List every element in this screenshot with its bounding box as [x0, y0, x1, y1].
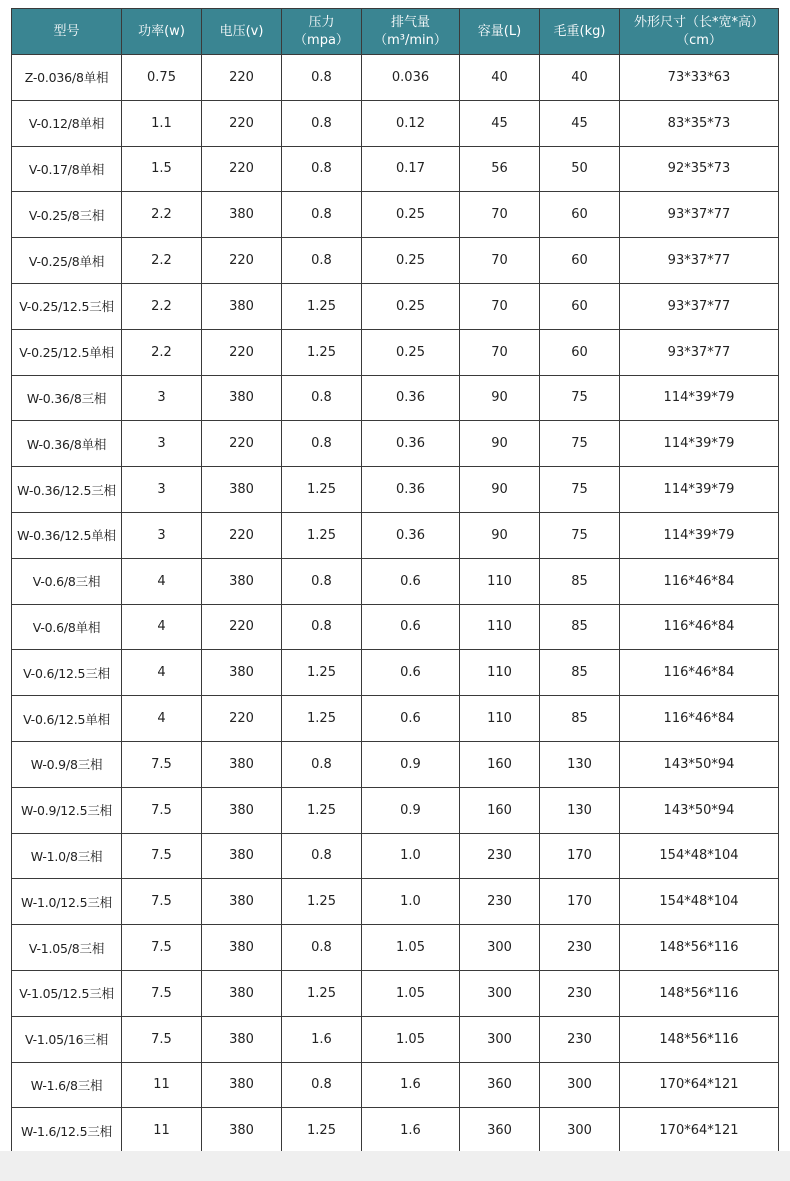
cell-displacement: 0.17: [362, 146, 460, 192]
cell-gross-weight: 60: [540, 238, 620, 284]
cell-dimensions: 93*37*77: [620, 283, 779, 329]
header-power: [122, 9, 202, 55]
cell-voltage: 220: [202, 512, 282, 558]
table-row: [12, 650, 779, 696]
table-header: [12, 9, 779, 55]
header-label: 排气量: [390, 14, 430, 30]
cell-pressure: 0.8: [282, 558, 362, 604]
cell-gross-weight: 230: [540, 970, 620, 1016]
header-unit: （cm）: [676, 32, 722, 48]
header-label: 容量(L): [477, 23, 522, 39]
cell-capacity: 110: [460, 604, 540, 650]
cell-power: 7.5: [122, 787, 202, 833]
cell-displacement: 0.6: [362, 650, 460, 696]
bottom-band: [0, 1151, 790, 1181]
cell-pressure: 0.8: [282, 604, 362, 650]
cell-gross-weight: 75: [540, 375, 620, 421]
cell-capacity: 45: [460, 100, 540, 146]
cell-power: 7.5: [122, 833, 202, 879]
cell-displacement: 0.9: [362, 787, 460, 833]
cell-gross-weight: 85: [540, 650, 620, 696]
table-row: [12, 1062, 779, 1108]
cell-capacity: 70: [460, 329, 540, 375]
cell-pressure: 1.25: [282, 329, 362, 375]
cell-gross-weight: 85: [540, 558, 620, 604]
cell-capacity: 110: [460, 696, 540, 742]
cell-power: 0.75: [122, 55, 202, 101]
cell-displacement: 1.6: [362, 1108, 460, 1154]
cell-pressure: 1.25: [282, 879, 362, 925]
cell-capacity: 90: [460, 512, 540, 558]
cell-power: 3: [122, 421, 202, 467]
table-row: [12, 283, 779, 329]
table-body: [12, 55, 779, 1154]
cell-power: 7.5: [122, 1016, 202, 1062]
cell-pressure: 0.8: [282, 741, 362, 787]
cell-dimensions: 116*46*84: [620, 604, 779, 650]
cell-voltage: 220: [202, 329, 282, 375]
cell-power: 7.5: [122, 741, 202, 787]
cell-model: V-1.05/8三相: [12, 925, 122, 971]
cell-capacity: 300: [460, 1016, 540, 1062]
cell-model: V-0.25/8三相: [12, 192, 122, 238]
cell-power: 1.1: [122, 100, 202, 146]
cell-pressure: 0.8: [282, 146, 362, 192]
table-row: [12, 925, 779, 971]
cell-model: W-0.36/12.5三相: [12, 467, 122, 513]
cell-power: 2.2: [122, 192, 202, 238]
cell-gross-weight: 60: [540, 192, 620, 238]
table-row: [12, 604, 779, 650]
cell-power: 4: [122, 696, 202, 742]
cell-voltage: 380: [202, 833, 282, 879]
header-model: [12, 9, 122, 55]
cell-dimensions: 148*56*116: [620, 925, 779, 971]
cell-power: 1.5: [122, 146, 202, 192]
cell-voltage: 220: [202, 146, 282, 192]
cell-pressure: 0.8: [282, 833, 362, 879]
cell-displacement: 1.0: [362, 879, 460, 925]
cell-capacity: 56: [460, 146, 540, 192]
header-label: 型号: [53, 23, 80, 39]
cell-dimensions: 92*35*73: [620, 146, 779, 192]
cell-model: V-0.25/12.5单相: [12, 329, 122, 375]
cell-model: V-0.6/8三相: [12, 558, 122, 604]
cell-pressure: 1.25: [282, 970, 362, 1016]
cell-voltage: 380: [202, 467, 282, 513]
cell-model: V-0.12/8单相: [12, 100, 122, 146]
table-row: [12, 787, 779, 833]
cell-dimensions: 148*56*116: [620, 1016, 779, 1062]
cell-power: 4: [122, 604, 202, 650]
cell-dimensions: 114*39*79: [620, 467, 779, 513]
cell-voltage: 380: [202, 741, 282, 787]
table-row: [12, 329, 779, 375]
cell-model: V-1.05/16三相: [12, 1016, 122, 1062]
cell-voltage: 220: [202, 238, 282, 284]
cell-pressure: 0.8: [282, 192, 362, 238]
header-label: 功率(w): [138, 23, 185, 39]
cell-pressure: 1.25: [282, 467, 362, 513]
cell-pressure: 0.8: [282, 421, 362, 467]
header-label: 毛重(kg): [553, 23, 606, 39]
cell-displacement: 0.36: [362, 375, 460, 421]
header-capacity: [460, 9, 540, 55]
cell-dimensions: 143*50*94: [620, 787, 779, 833]
cell-gross-weight: 170: [540, 879, 620, 925]
cell-model: V-0.25/8单相: [12, 238, 122, 284]
spec-table: [11, 8, 779, 1154]
cell-dimensions: 148*56*116: [620, 970, 779, 1016]
header-row: [12, 9, 779, 55]
cell-dimensions: 116*46*84: [620, 696, 779, 742]
table-row: [12, 238, 779, 284]
cell-capacity: 300: [460, 925, 540, 971]
cell-gross-weight: 60: [540, 329, 620, 375]
spec-table-container: [11, 8, 778, 1154]
cell-power: 2.2: [122, 283, 202, 329]
header-displacement: [362, 9, 460, 55]
header-label: 外形尺寸（长*宽*高）: [633, 14, 764, 30]
cell-dimensions: 154*48*104: [620, 879, 779, 925]
cell-dimensions: 83*35*73: [620, 100, 779, 146]
cell-displacement: 1.05: [362, 1016, 460, 1062]
table-row: [12, 741, 779, 787]
cell-gross-weight: 130: [540, 787, 620, 833]
cell-power: 11: [122, 1108, 202, 1154]
cell-voltage: 220: [202, 100, 282, 146]
cell-gross-weight: 75: [540, 467, 620, 513]
cell-displacement: 1.05: [362, 925, 460, 971]
cell-capacity: 90: [460, 421, 540, 467]
cell-capacity: 90: [460, 375, 540, 421]
cell-model: V-0.17/8单相: [12, 146, 122, 192]
cell-dimensions: 93*37*77: [620, 329, 779, 375]
cell-pressure: 1.25: [282, 283, 362, 329]
cell-voltage: 380: [202, 970, 282, 1016]
cell-voltage: 220: [202, 421, 282, 467]
table-row: [12, 375, 779, 421]
cell-voltage: 380: [202, 650, 282, 696]
cell-dimensions: 93*37*77: [620, 238, 779, 284]
cell-power: 2.2: [122, 329, 202, 375]
cell-model: W-0.9/12.5三相: [12, 787, 122, 833]
cell-voltage: 220: [202, 696, 282, 742]
cell-power: 11: [122, 1062, 202, 1108]
cell-pressure: 1.25: [282, 650, 362, 696]
cell-pressure: 1.6: [282, 1016, 362, 1062]
table-row: [12, 192, 779, 238]
table-row: [12, 833, 779, 879]
cell-displacement: 0.25: [362, 283, 460, 329]
cell-displacement: 0.25: [362, 238, 460, 284]
cell-pressure: 0.8: [282, 100, 362, 146]
cell-capacity: 300: [460, 970, 540, 1016]
table-row: [12, 696, 779, 742]
header-gross-weight: [540, 9, 620, 55]
cell-gross-weight: 230: [540, 1016, 620, 1062]
cell-displacement: 0.6: [362, 558, 460, 604]
cell-model: V-0.6/12.5三相: [12, 650, 122, 696]
header-unit: （mpa）: [294, 32, 349, 48]
cell-power: 3: [122, 512, 202, 558]
cell-displacement: 0.9: [362, 741, 460, 787]
cell-model: W-1.6/8三相: [12, 1062, 122, 1108]
cell-gross-weight: 130: [540, 741, 620, 787]
header-voltage: [202, 9, 282, 55]
cell-dimensions: 114*39*79: [620, 375, 779, 421]
cell-gross-weight: 230: [540, 925, 620, 971]
table-row: [12, 512, 779, 558]
cell-model: W-0.9/8三相: [12, 741, 122, 787]
cell-displacement: 0.36: [362, 512, 460, 558]
cell-gross-weight: 75: [540, 512, 620, 558]
cell-gross-weight: 50: [540, 146, 620, 192]
table-row: [12, 467, 779, 513]
cell-pressure: 0.8: [282, 238, 362, 284]
cell-gross-weight: 40: [540, 55, 620, 101]
cell-gross-weight: 45: [540, 100, 620, 146]
cell-power: 4: [122, 650, 202, 696]
cell-model: Z-0.036/8单相: [12, 55, 122, 101]
cell-capacity: 230: [460, 879, 540, 925]
cell-dimensions: 116*46*84: [620, 650, 779, 696]
cell-capacity: 110: [460, 558, 540, 604]
cell-capacity: 70: [460, 192, 540, 238]
cell-pressure: 0.8: [282, 1062, 362, 1108]
cell-capacity: 70: [460, 283, 540, 329]
table-row: [12, 970, 779, 1016]
cell-gross-weight: 85: [540, 604, 620, 650]
cell-displacement: 0.25: [362, 192, 460, 238]
cell-gross-weight: 85: [540, 696, 620, 742]
cell-displacement: 1.05: [362, 970, 460, 1016]
cell-capacity: 110: [460, 650, 540, 696]
cell-power: 3: [122, 467, 202, 513]
cell-pressure: 0.8: [282, 55, 362, 101]
cell-model: V-1.05/12.5三相: [12, 970, 122, 1016]
cell-capacity: 160: [460, 787, 540, 833]
table-row: [12, 100, 779, 146]
cell-pressure: 1.25: [282, 787, 362, 833]
header-unit: （m³/min）: [374, 32, 447, 48]
cell-displacement: 0.6: [362, 604, 460, 650]
cell-power: 7.5: [122, 925, 202, 971]
cell-dimensions: 170*64*121: [620, 1062, 779, 1108]
cell-voltage: 380: [202, 879, 282, 925]
cell-capacity: 360: [460, 1108, 540, 1154]
cell-voltage: 380: [202, 1016, 282, 1062]
table-row: [12, 879, 779, 925]
cell-gross-weight: 300: [540, 1062, 620, 1108]
cell-displacement: 0.36: [362, 467, 460, 513]
cell-model: V-0.6/12.5单相: [12, 696, 122, 742]
cell-voltage: 380: [202, 192, 282, 238]
cell-gross-weight: 170: [540, 833, 620, 879]
cell-pressure: 1.25: [282, 696, 362, 742]
cell-power: 3: [122, 375, 202, 421]
cell-voltage: 380: [202, 558, 282, 604]
header-pressure: [282, 9, 362, 55]
cell-gross-weight: 75: [540, 421, 620, 467]
cell-dimensions: 93*37*77: [620, 192, 779, 238]
cell-power: 7.5: [122, 970, 202, 1016]
cell-gross-weight: 60: [540, 283, 620, 329]
cell-capacity: 70: [460, 238, 540, 284]
cell-dimensions: 154*48*104: [620, 833, 779, 879]
cell-power: 7.5: [122, 879, 202, 925]
cell-pressure: 1.25: [282, 512, 362, 558]
cell-power: 4: [122, 558, 202, 604]
cell-voltage: 380: [202, 1062, 282, 1108]
header-dimensions: [620, 9, 779, 55]
cell-displacement: 0.12: [362, 100, 460, 146]
cell-pressure: 0.8: [282, 925, 362, 971]
cell-voltage: 380: [202, 925, 282, 971]
cell-model: W-0.36/8三相: [12, 375, 122, 421]
cell-dimensions: 143*50*94: [620, 741, 779, 787]
cell-dimensions: 114*39*79: [620, 421, 779, 467]
cell-voltage: 220: [202, 55, 282, 101]
cell-power: 2.2: [122, 238, 202, 284]
cell-displacement: 0.36: [362, 421, 460, 467]
cell-model: W-1.0/12.5三相: [12, 879, 122, 925]
cell-capacity: 40: [460, 55, 540, 101]
table-row: [12, 1016, 779, 1062]
cell-model: V-0.6/8单相: [12, 604, 122, 650]
cell-capacity: 160: [460, 741, 540, 787]
cell-capacity: 230: [460, 833, 540, 879]
cell-pressure: 1.25: [282, 1108, 362, 1154]
cell-displacement: 0.036: [362, 55, 460, 101]
cell-voltage: 380: [202, 1108, 282, 1154]
cell-dimensions: 116*46*84: [620, 558, 779, 604]
cell-voltage: 380: [202, 787, 282, 833]
table-row: [12, 55, 779, 101]
cell-dimensions: 114*39*79: [620, 512, 779, 558]
table-row: [12, 421, 779, 467]
header-label: 压力: [308, 14, 335, 30]
table-row: [12, 146, 779, 192]
cell-capacity: 90: [460, 467, 540, 513]
cell-model: W-1.0/8三相: [12, 833, 122, 879]
cell-displacement: 1.0: [362, 833, 460, 879]
cell-voltage: 220: [202, 604, 282, 650]
header-label: 电压(v): [219, 23, 264, 39]
cell-model: W-0.36/8单相: [12, 421, 122, 467]
cell-voltage: 380: [202, 283, 282, 329]
cell-model: V-0.25/12.5三相: [12, 283, 122, 329]
table-row: [12, 558, 779, 604]
table-row: [12, 1108, 779, 1154]
cell-capacity: 360: [460, 1062, 540, 1108]
cell-voltage: 380: [202, 375, 282, 421]
cell-pressure: 0.8: [282, 375, 362, 421]
cell-displacement: 0.6: [362, 696, 460, 742]
cell-displacement: 0.25: [362, 329, 460, 375]
cell-displacement: 1.6: [362, 1062, 460, 1108]
cell-dimensions: 73*33*63: [620, 55, 779, 101]
cell-model: W-1.6/12.5三相: [12, 1108, 122, 1154]
cell-dimensions: 170*64*121: [620, 1108, 779, 1154]
cell-model: W-0.36/12.5单相: [12, 512, 122, 558]
cell-gross-weight: 300: [540, 1108, 620, 1154]
